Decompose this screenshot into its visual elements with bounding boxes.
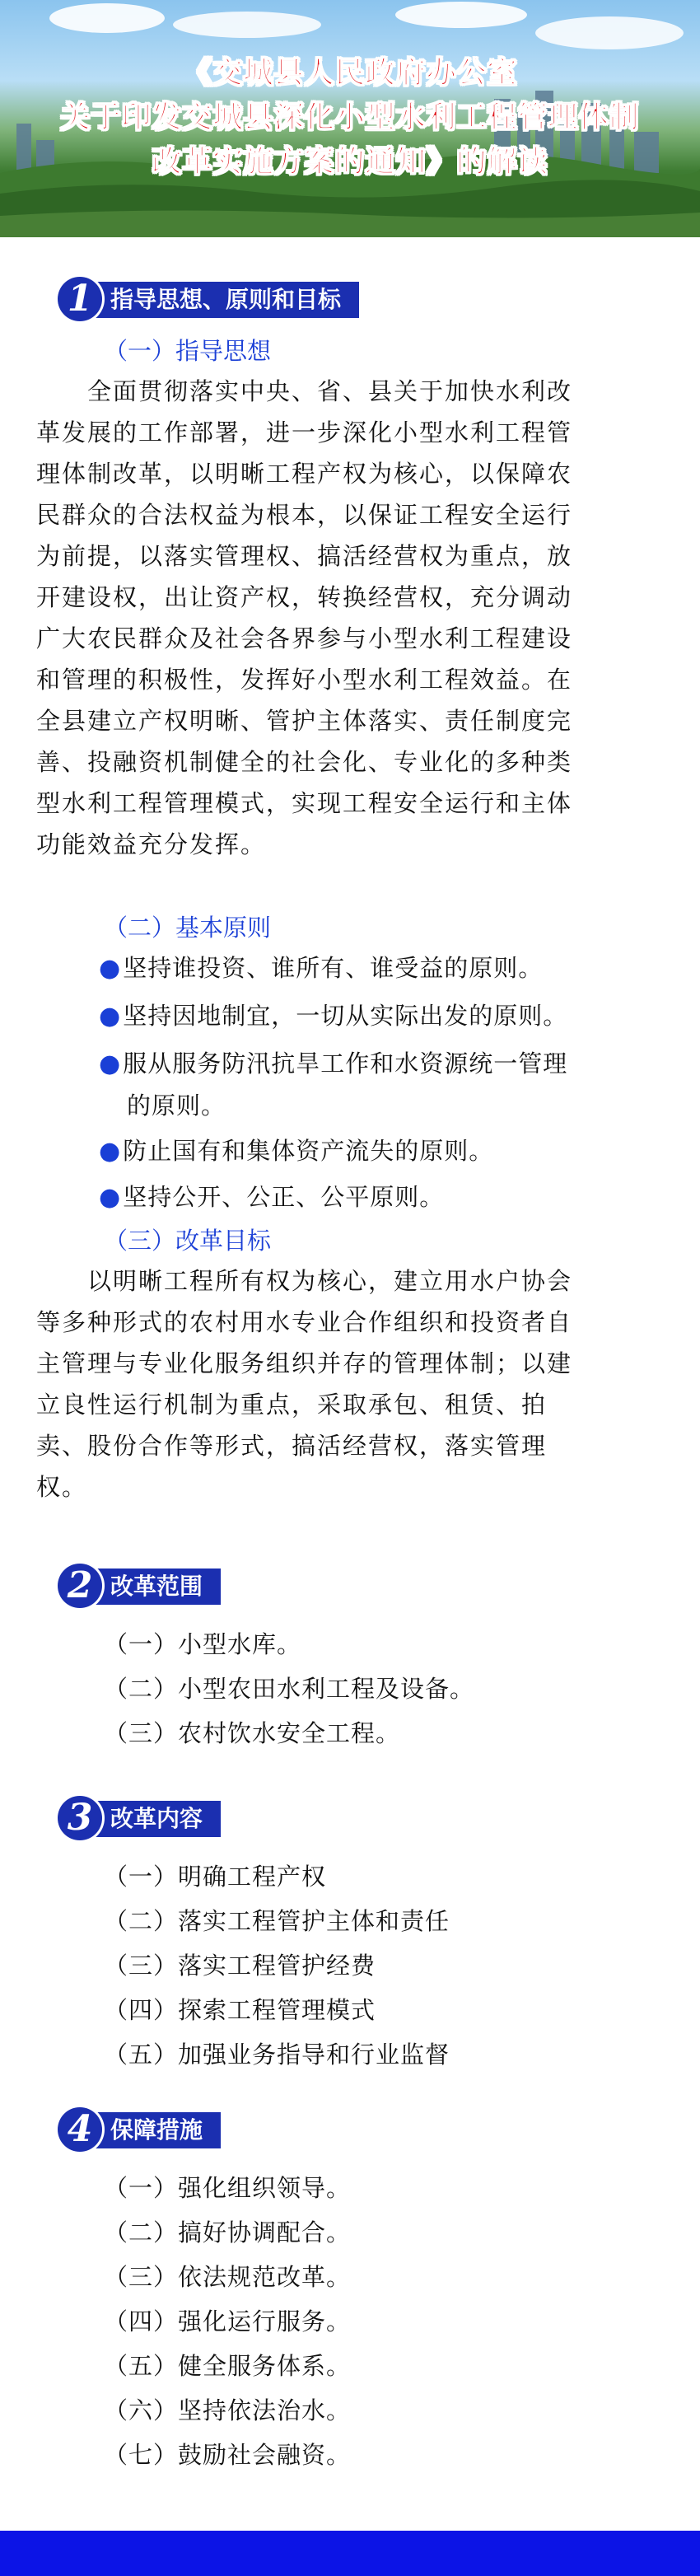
blue-dot-icon: ● bbox=[99, 954, 122, 983]
section-4-number: 4 bbox=[58, 2107, 102, 2152]
blue-dot-icon: ● bbox=[99, 1137, 122, 1166]
section-2-title: 改革范围 bbox=[82, 1569, 221, 1605]
principle-text-continued: 的原则。 bbox=[127, 1092, 226, 1120]
section-1-title: 指导思想、原则和目标 bbox=[82, 282, 359, 318]
principle-text: 服从服务防汛抗旱工作和水资源统一管理 bbox=[123, 1050, 568, 1078]
title-line-1: 《交城县人民政府办公室 bbox=[182, 56, 518, 90]
section-3-number: 3 bbox=[58, 1796, 102, 1840]
title-line-3: 改革实施方案的通知》的解读 bbox=[152, 145, 548, 179]
section-3-title: 改革内容 bbox=[82, 1801, 221, 1837]
header-banner bbox=[0, 0, 700, 237]
measure-item: （二）搞好协调配合。 bbox=[104, 2218, 352, 2246]
paragraph-line: 革发展的工作部署，进一步深化小型水利工程管 bbox=[36, 418, 573, 446]
subsection-guiding-ideology-title: （一）指导思想 bbox=[104, 337, 272, 365]
content-item: （四）探索工程管理模式 bbox=[104, 1996, 376, 2024]
paragraph-line: 以明晰工程所有权为核心，建立用水户协会 bbox=[36, 1267, 573, 1295]
scope-item: （三）农村饮水安全工程。 bbox=[104, 1719, 401, 1747]
paragraph-line: 善、投融资机制健全的社会化、专业化的多种类 bbox=[36, 748, 573, 776]
paragraph-line: 全县建立产权明晰、管护主体落实、责任制度完 bbox=[36, 707, 573, 735]
principle-item bbox=[99, 1043, 675, 1126]
paragraph-line: 主管理与专业化服务组织并存的管理体制；以建 bbox=[36, 1349, 573, 1377]
measure-item: （五）健全服务体系。 bbox=[104, 2352, 352, 2380]
blue-dot-icon: ● bbox=[99, 1183, 122, 1212]
footer-bar bbox=[0, 2531, 700, 2576]
subsection-reform-goals-title: （三）改革目标 bbox=[104, 1227, 272, 1255]
section-4-title: 保障措施 bbox=[82, 2112, 221, 2148]
measure-item: （六）坚持依法治水。 bbox=[104, 2396, 352, 2424]
scope-item: （一）小型水库。 bbox=[104, 1630, 302, 1658]
paragraph-line: 功能效益充分发挥。 bbox=[36, 830, 267, 858]
measure-item: （一）强化组织领导。 bbox=[104, 2174, 352, 2202]
paragraph-line: 全面贯彻落实中央、省、县关于加快水利改 bbox=[36, 377, 573, 405]
principle-item bbox=[99, 947, 675, 989]
title-line-2: 关于印发交城县深化小型水利工程管理体制 bbox=[60, 101, 640, 134]
paragraph-line: 和管理的积极性，发挥好小型水利工程效益。在 bbox=[36, 666, 573, 694]
principle-text: 坚持因地制宜，一切从实际出发的原则。 bbox=[123, 1002, 568, 1030]
content-item: （一）明确工程产权 bbox=[104, 1863, 327, 1891]
measure-item: （四）强化运行服务。 bbox=[104, 2307, 352, 2335]
principle-item bbox=[99, 1176, 675, 1218]
content-item: （五）加强业务指导和行业监督 bbox=[104, 2041, 450, 2069]
paragraph-line: 广大农民群众及社会各界参与小型水利工程建设 bbox=[36, 624, 573, 652]
guiding-ideology-paragraph bbox=[36, 371, 670, 865]
principle-item bbox=[99, 1130, 675, 1172]
paragraph-line: 等多种形式的农村用水专业合作组织和投资者自 bbox=[36, 1308, 573, 1336]
paragraph-line: 民群众的合法权益为根本，以保证工程安全运行 bbox=[36, 501, 573, 529]
section-1-number: 1 bbox=[58, 277, 102, 321]
content-item: （三）落实工程管护经费 bbox=[104, 1952, 376, 1980]
measure-item: （七）鼓励社会融资。 bbox=[104, 2441, 352, 2469]
subsection-basic-principles-title: （二）基本原则 bbox=[104, 914, 272, 942]
paragraph-line: 立良性运行机制为重点，采取承包、租赁、拍 bbox=[36, 1391, 548, 1419]
principle-text: 坚持公开、公正、公平原则。 bbox=[123, 1183, 445, 1211]
scope-item: （二）小型农田水利工程及设备。 bbox=[104, 1675, 475, 1703]
principle-text: 防止国有和集体资产流失的原则。 bbox=[123, 1137, 494, 1165]
paragraph-line: 型水利工程管理模式，实现工程安全运行和主体 bbox=[36, 789, 573, 817]
principle-text: 坚持谁投资、谁所有、谁受益的原则。 bbox=[123, 954, 544, 982]
paragraph-line: 为前提，以落实管理权、搞活经营权为重点，放 bbox=[36, 542, 573, 570]
content-item: （二）落实工程管护主体和责任 bbox=[104, 1907, 450, 1935]
measure-item: （三）依法规范改革。 bbox=[104, 2263, 352, 2291]
principle-item bbox=[99, 995, 675, 1037]
section-2-number: 2 bbox=[58, 1564, 102, 1608]
reform-goals-paragraph bbox=[36, 1260, 670, 1508]
paragraph-line: 卖、股份合作等形式，搞活经营权，落实管理 bbox=[36, 1432, 548, 1460]
paragraph-line: 开建设权，出让资产权，转换经营权，充分调动 bbox=[36, 583, 573, 611]
paragraph-line: 权。 bbox=[36, 1473, 88, 1501]
blue-dot-icon: ● bbox=[99, 1050, 122, 1078]
blue-dot-icon: ● bbox=[99, 1002, 122, 1031]
paragraph-line: 理体制改革，以明晰工程产权为核心，以保障农 bbox=[36, 460, 573, 488]
